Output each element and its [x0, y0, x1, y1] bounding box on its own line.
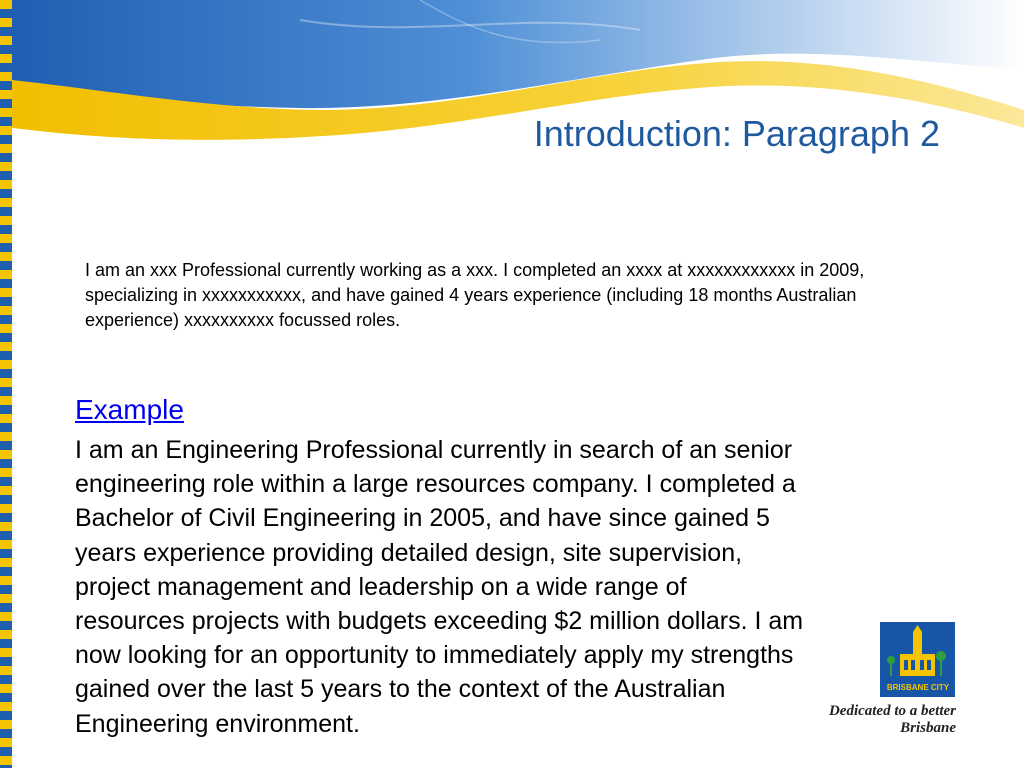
example-link[interactable]: Example — [75, 394, 184, 425]
tagline: Dedicated to a better Brisbane — [828, 703, 956, 736]
header-banner — [0, 0, 1024, 200]
template-paragraph: I am an xxx Professional currently working as a xxx. I completed an xxxx at xxxxxxxxxxxx in 2009, specializing in xxxxxxxxxxx, and have gained 4 years experience (including 18 months Australian experience) xxxxxxxxxx focussed roles. — [85, 260, 865, 330]
example-paragraph: I am an Engineering Professional currently in search of an senior engineering role within a large resources company. I completed a Bachelor of Civil Engineering in 2005, and have since gained 5 years experience providing detailed design, site supervision, project management and leadership on a wide range of resources projects with budgets exceeding $2 million dollars. I am now looking for an opportunity to immediately apply my strengths gained over the last 5 years to the context of the Australian Engineering environment. — [75, 436, 804, 738]
logo-caption: BRISBANE CITY — [886, 683, 950, 692]
slide-title: Introduction: Paragraph 2 — [533, 113, 940, 154]
